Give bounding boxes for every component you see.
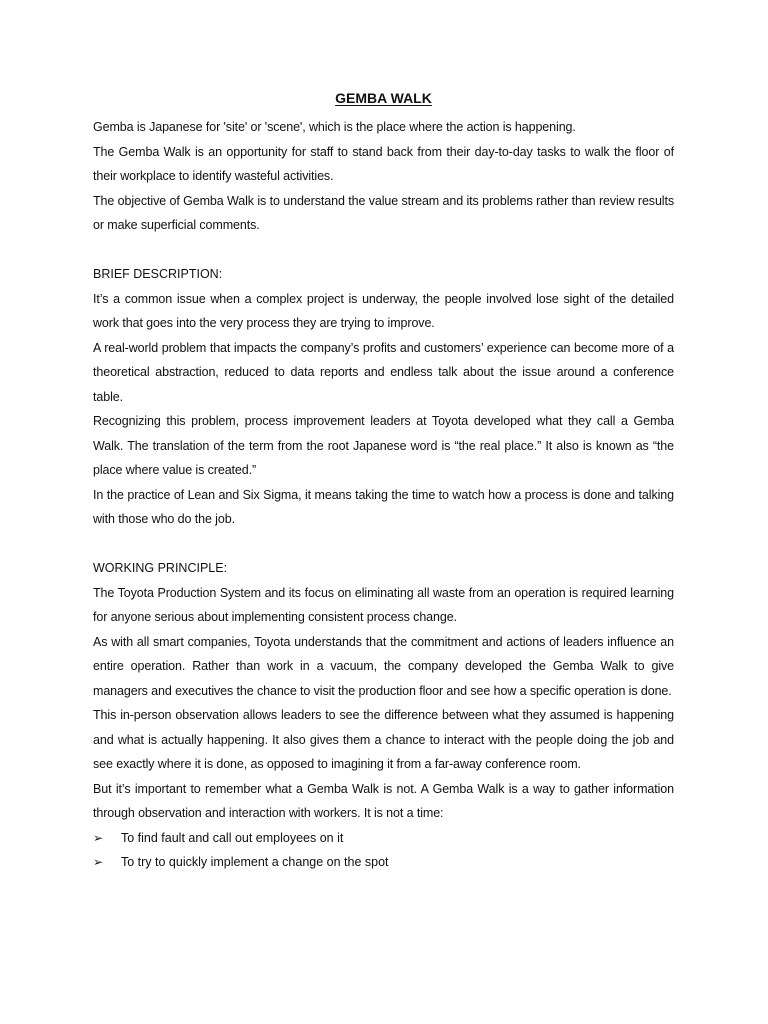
list-item-text: To try to quickly implement a change on the spot [121,855,389,869]
working-principle-paragraph-2: As with all smart companies, Toyota understands that the commitment and actions of leaders influence an entire operation. Rather than work in a vacuum, the company developed the Gemba Walk to give managers and executives the chance to visit the production floor and see how a specific operation is done. [93,634,674,698]
intro-paragraph-3: The objective of Gemba Walk is to understand the value stream and its problems rather than review results or make superficial comments. [93,193,674,232]
list-item-text: To find fault and call out employees on it [121,830,344,845]
intro-paragraph-2: The Gemba Walk is an opportunity for staff to stand back from their day-to-day tasks to walk the floor of their workplace to identify wasteful activities. [93,144,674,183]
brief-description-paragraph-1: It’s a common issue when a complex project is underway, the people involved lose sight of the detailed work that goes into the very process they are trying to improve. [93,291,674,330]
working-principle-paragraph-4: But it’s important to remember what a Gemba Walk is not. A Gemba Walk is a way to gather information through observation and interaction with workers. It is not a time: [93,781,674,820]
brief-description-paragraph-3: Recognizing this problem, process improvement leaders at Toyota developed what they call a Gemba Walk. The translation of the term from the root Japanese word is “the real place.” It also is known as “the place where value is created.” [93,414,674,477]
document-title: GEMBA WALK [335,90,432,106]
working-principle-heading: WORKING PRINCIPLE: [93,561,228,575]
working-principle-paragraph-3: This in-person observation allows leaders to see the difference between what they assumed is happening and what is actually happening. It also gives them a chance to interact with the people doing the job and see exactly where it is done, as opposed to imagining it from a far-away conference room. [93,708,674,771]
intro-paragraph-1: Gemba is Japanese for 'site' or 'scene', which is the place where the action is happening. [93,120,576,134]
brief-description-paragraph-2: A real-world problem that impacts the company’s profits and customers’ experience can become more of a theoretical abstraction, reduced to data reports and endless talk about the issue around a conference table. [93,340,674,404]
list-item [93,826,674,851]
brief-description-paragraph-4: In the practice of Lean and Six Sigma, it means taking the time to watch how a process is done and talking with those who do the job. [93,487,674,526]
working-principle-paragraph-1: The Toyota Production System and its focus on eliminating all waste from an operation is required learning for anyone serious about implementing consistent process change. [93,585,674,624]
list-item [93,850,674,875]
brief-description-heading: BRIEF DESCRIPTION: [93,267,223,281]
arrowhead-bullet-icon: ➢ [93,830,104,845]
not-a-time-list [93,826,674,875]
arrowhead-bullet-icon: ➢ [93,855,104,869]
